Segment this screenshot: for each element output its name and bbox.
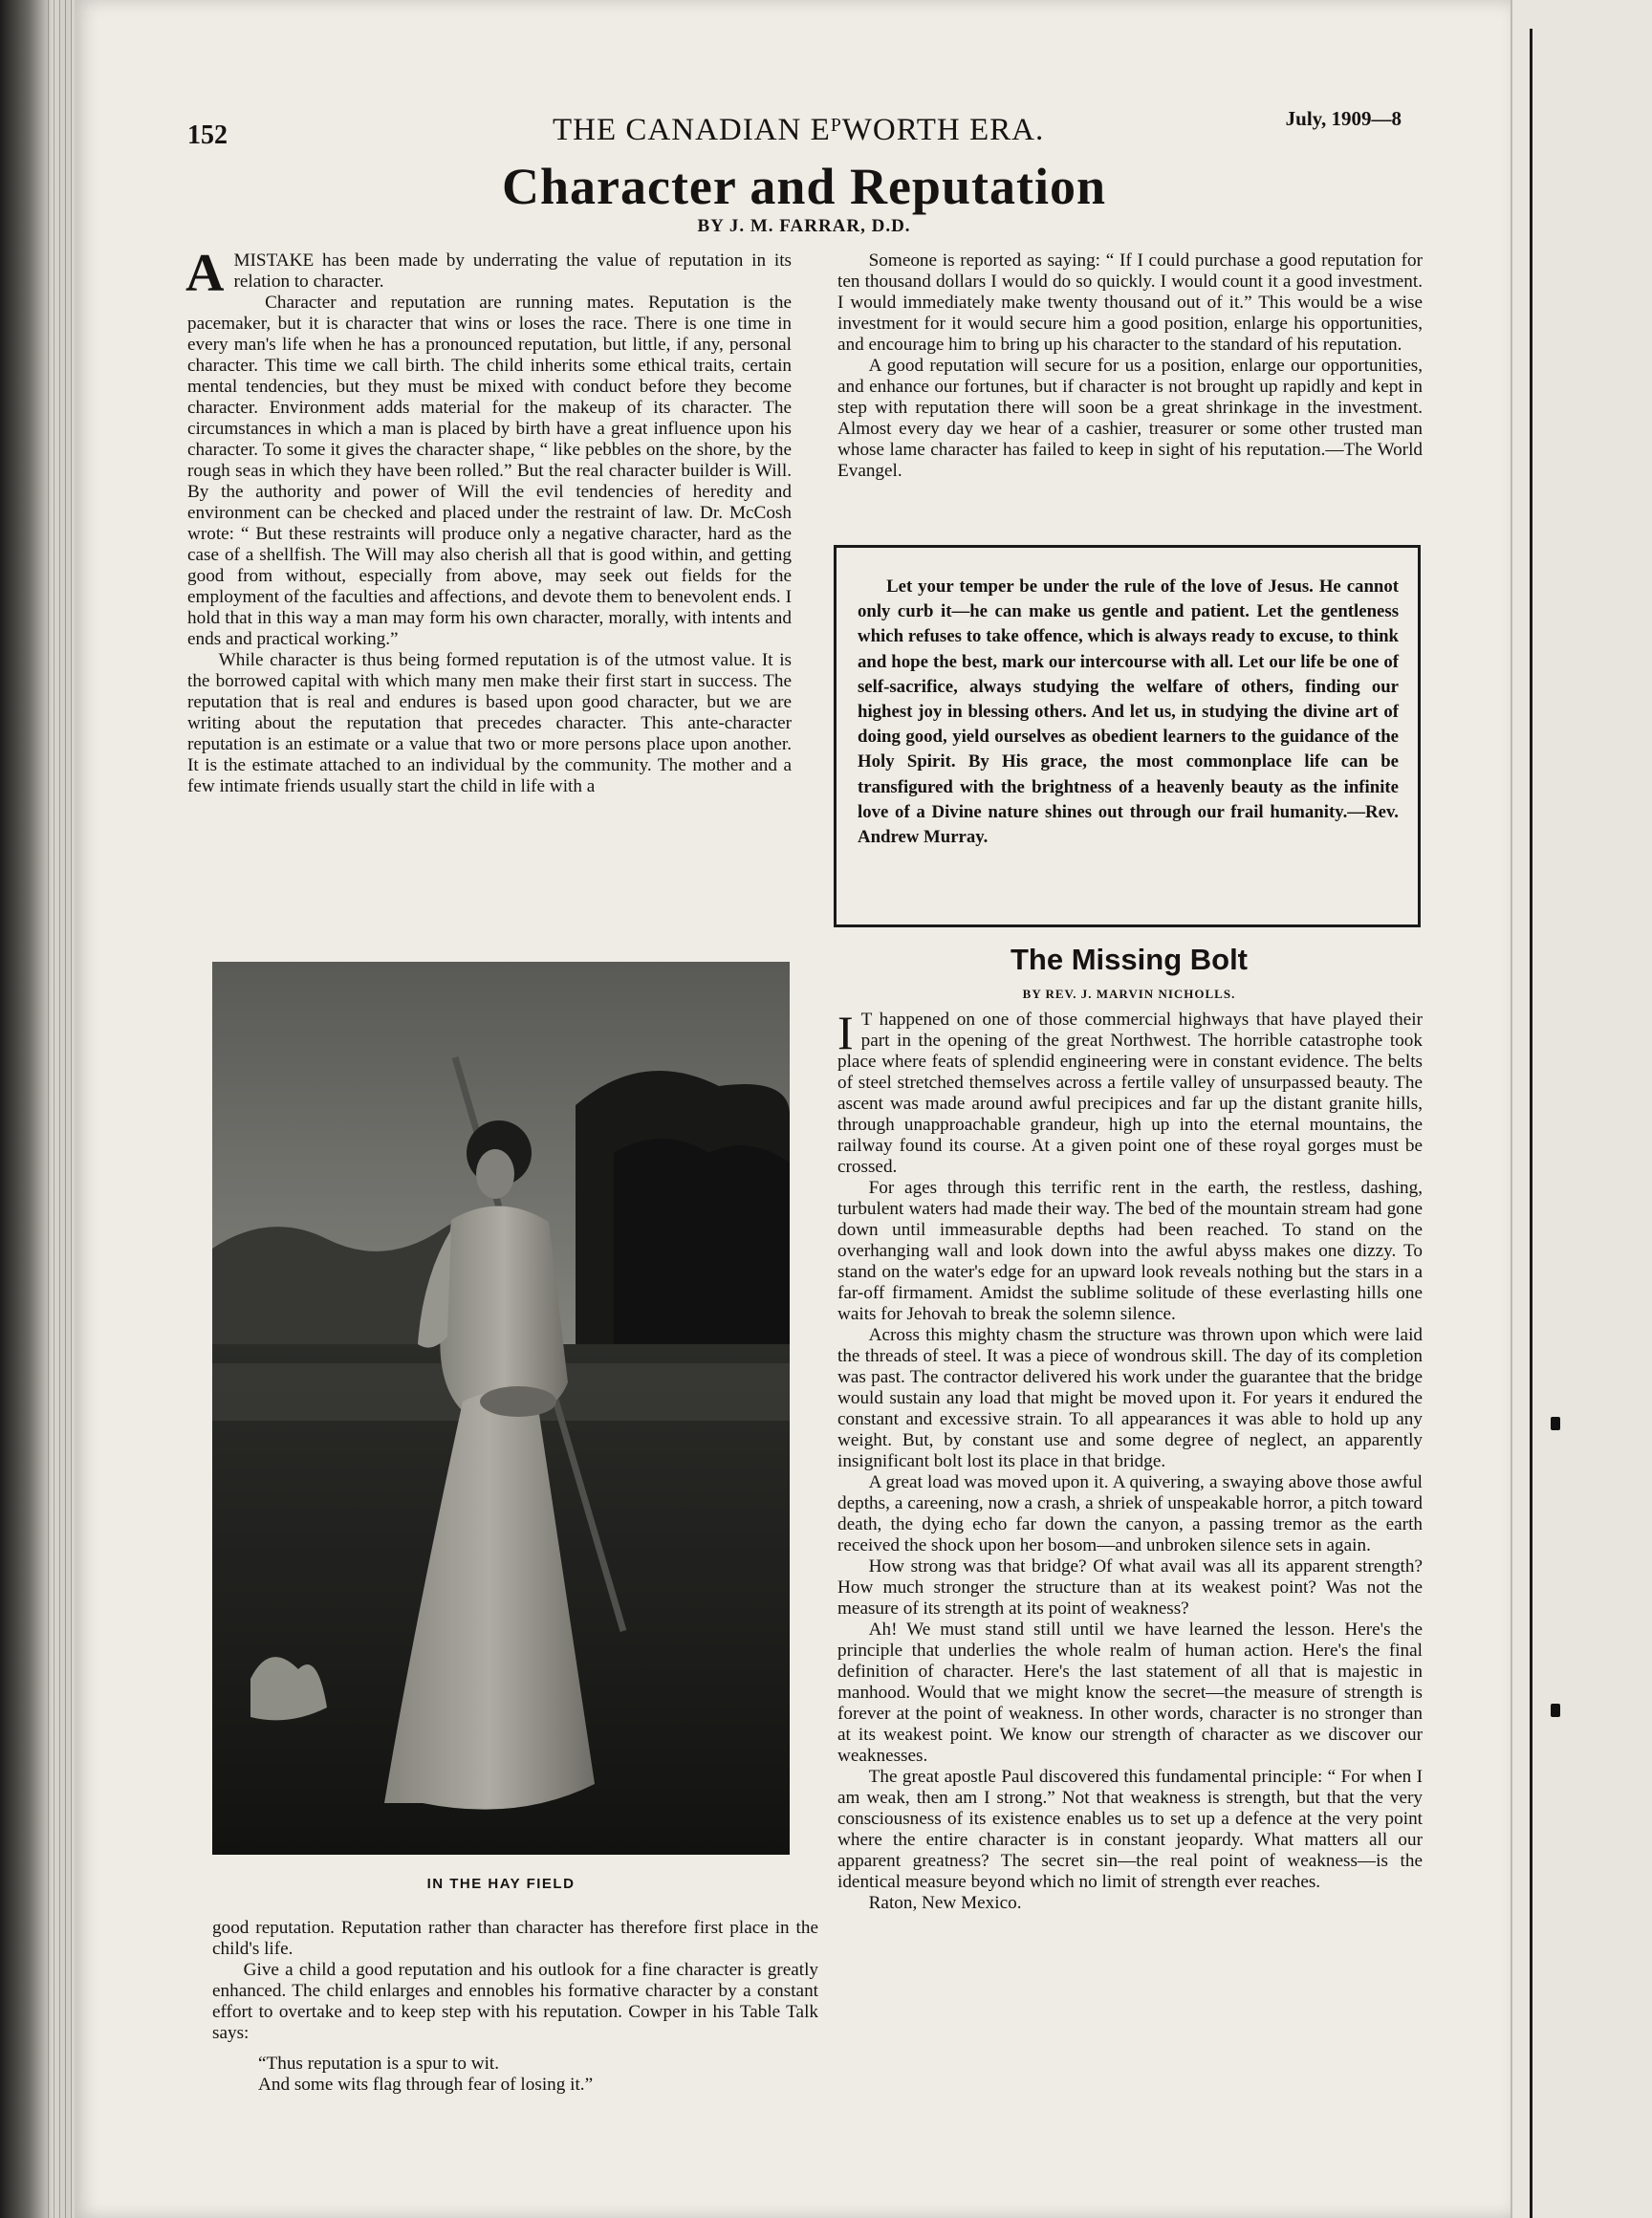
article-paragraph: good reputation. Reputation rather than character has therefore first place in the child's life. [212,1918,818,1959]
lead-sentence: MISTAKE has been made by underrating the value of reputation in its relation to character. [233,250,792,292]
journal-title: THE CANADIAN EᴾWORTH ERA. [553,113,1045,147]
verse-line: And some wits flag through fear of losing it.” [258,2075,594,2095]
article-paragraph: Character and reputation are running mates. Reputation is the pacemaker, but it is character that wins or loses the race. There is one time in every man's life when he has a pronounced reputation, but little, if any, personal character. This time we call birth. The child inherits some ethical traits, certain mental tendencies, but they must be mixed with conduct before they become character. Environment adds material for the makeup of its character. The circumstances in which a man is placed by birth have a great influence upon his character. To some it gives the character shape, “ like pebbles on the shore, by the rough seas in which they have been rolled.” But the real character builder is Will. By the authority and power of Will the evil tendencies of heredity and environment can be checked and placed under the restraint of law. Dr. McCosh wrote: “ But these restraints will produce only a negative character, hard as the case of a shellfish. The Will may also cherish all that is good within, and getting good from without, especially from above, may seek out fields for the employment of the faculties and affections, and devote them to benevolent ends. I hold that in this way a man may form his own character, morally, with intents and ends and practical working.” [187,293,792,649]
quote-box [834,545,1421,927]
article-paragraph: While character is thus being formed reputation is of the utmost value. It is the borrowed capital with which many men make their first start in success. The reputation that is real and endures is based upon good character, but we are writing about the reputation that precedes character. This ante-character reputation is an estimate or a value that two or more persons place upon another. It is the estimate attached to an individual by the community. The mother and a few intimate friends usually start the child in life with a [187,650,792,796]
article-paragraph: Across this mighty chasm the structure was thrown upon which were laid the threads of steel. It was a piece of wondrous skill. The day of its completion was past. The contractor delivered his work under the guarantee that the bridge would sustain any load that might be moved upon it. For years it endured the constant and excessive strain. To all appearances it was able to hold up any weight. But, by constant use and some degree of neglect, an apparently insignificant bolt lost its place in that bridge. [837,1325,1423,1471]
article2-byline: BY REV. J. MARVIN NICHOLLS. [1022,987,1236,1001]
drop-cap: A [185,244,225,303]
issue-date: July, 1909—8 [1285,107,1402,130]
article-paragraph: A great load was moved upon it. A quivering, a swaying above those awful depths, a careening, now a crash, a shriek of unspeakable horror, a pitch toward death, the dying echo far down the canyon, a passing tremor as the earth received the shock upon her bosom—and unbroken silence sets in again. [837,1472,1423,1555]
verse-line: “Thus reputation is a spur to wit. [258,2054,500,2074]
article-paragraph: How strong was that bridge? Of what avail was all its apparent strength? How much stronger the structure than at its weakest point? Was not the measure of its strength at its point of weakness? [837,1556,1423,1619]
article-column-right [837,250,1423,537]
article2-title: The Missing Bolt [1011,943,1248,976]
article-column-left-continued [212,1918,818,2138]
article-paragraph: A good reputation will secure for us a position, enlarge our opportunities, and enhance our fortunes, but if character is not brought up rapidly and kept in step with reputation there will soon be a great shrinkage in the investment. Almost every day we hear of a cashier, treasurer or some other trusted man whose lame character has failed to keep in sight of his reputation.—The World Evangel. [837,356,1423,481]
article-title: Character and Reputation [501,158,1106,215]
hay-field-photo [212,962,790,1855]
article-paragraph: Someone is reported as saying: “ If I could purchase a good reputation for ten thousand dollars I would do so quickly. I would count it a good investment. I would immediately make twenty thousand out of it.” This would be a wise investment for it would secure him a good position, enlarge his opportunities, and encourage him to bring up his character to the standard of his reputation. [837,250,1423,355]
adjacent-page-rule [1530,29,1532,2218]
article-column-left [185,244,792,931]
verse-quote [258,2054,818,2096]
article-byline: BY J. M. FARRAR, D.D. [697,216,911,236]
photo-caption: IN THE HAY FIELD [426,1876,576,1892]
quote-text: Let your temper be under the rule of the love of Jesus. He cannot only curb it—he can make us gentle and patient. Let the gentleness which refuses to take offence, which is always ready to excuse, to think and hope the best, mark our intercourse with all. Let our life be one of self-sacrifice, always studying the welfare of others, finding our highest joy in blessing others. And let us, in studying the divine art of doing good, yield ourselves as obedient learners to the guidance of the Holy Spirit. By His grace, the most commonplace life can be transfigured with the brightness of a heavenly beauty as the infinite love of a Divine nature shines out through our frail humanity.—Rev. Andrew Murray. [858,576,1399,848]
adjacent-page-mark [1551,1417,1560,1430]
article2-place: Raton, New Mexico. [868,1893,1022,1913]
page-header [187,107,1402,150]
article2-column [837,1006,1423,2119]
article-paragraph: Give a child a good reputation and his outlook for a fine character is greatly enhanced. The child enlarges and ennobles his formative character by a constant effort to overtake and to keep step with his reputation. Cowper in his Table Talk says: [212,1960,818,2043]
article-paragraph: For ages through this terrific rent in the earth, the restless, dashing, turbulent waters had made their way. The bed of the mountain stream had gone down until immeasurable depths had been reached. To stand on the overhanging wall and look down into the awful abyss makes one dizzy. To stand on the water's edge for an upward look reveals nothing but the stars in a far-off firmament. Amidst the sublime solitude of these everlasting hills one waits for Jehovah to break the solemn silence. [837,1178,1423,1324]
page-number: 152 [187,120,228,150]
drop-cap: I [837,1006,854,1059]
article-paragraph: Ah! We must stand still until we have learned the lesson. Here's the principle that underlies the whole realm of human action. Here's the final definition of character. Here's the last statement of all that is majestic in manhood. Would that we might know the secret—the measure of strength is forever at the point of weakness. In other words, character is no stronger than at its weakest point. We know our strength of character as we discover our weaknesses. [837,1620,1423,1766]
adjacent-page-mark [1551,1704,1560,1717]
article-paragraph: The great apostle Paul discovered this fundamental principle: “ For when I am weak, then am I strong.” Not that weakness is strength, but that the very consciousness of its existence enables us to set up a defence at the very point where the entire character is in constant jeopardy. What matters all our apparent greatness? The secret sin—the real point of weakness—is the identical measure beyond which no limit of strength ever reaches. [837,1767,1423,1892]
article-paragraph [185,244,792,303]
photo-illustration [212,962,790,1855]
article-paragraph [837,1006,1423,1178]
lead-paragraph-text: T happened on one of those commercial highways that have played their part in the opening of the great Northwest. The horrible catastrophe took place where feats of splendid engineering were in constant evidence. The belts of steel stretched themselves across a fertile valley of unsurpassed beauty. The ascent was made around awful precipices and far up the distant granite hills, through unapproachable grandeur, high up into the eternal mountains, the railway found its course. At a given point one of these royal gorges must be crossed. [837,1010,1423,1177]
